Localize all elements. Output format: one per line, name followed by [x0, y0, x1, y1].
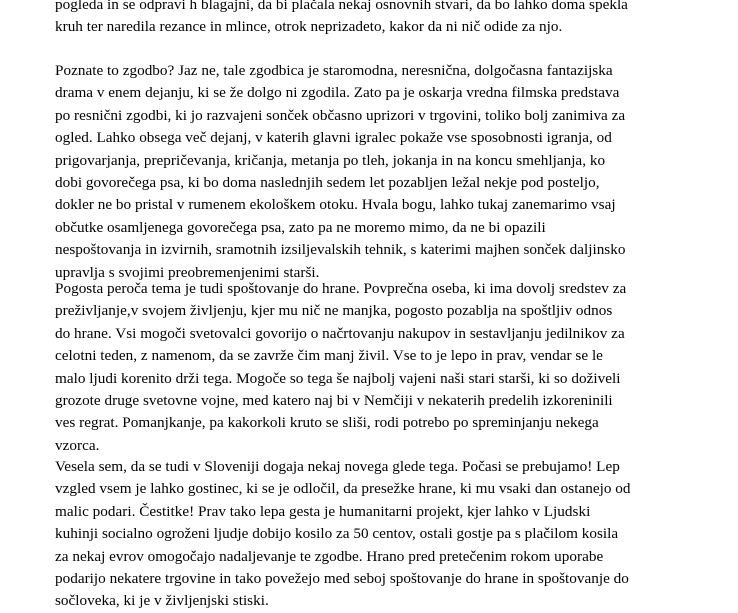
- text-line: prigovarjanja, prepričevanja, kričanja, metanja po tleh, jokanja in na koncu smehljanja, ko: [55, 151, 606, 169]
- text-line: nespoštovanja in izvirnih, sramotnih izsiljevalskih tehnik, s katerimi majhen sonček daljinsko: [55, 241, 626, 259]
- text-line: kruh ter naredila rezance in mlince, otrok neprizadeto, kakor da ni nič odide za njo.: [55, 18, 563, 36]
- paragraph-2: [55, 60, 725, 284]
- text-line: pogleda in se odpravi h blagajni, da bi plačala nekaj osnovnih stvari, da bo lahko doma spekla: [55, 0, 628, 13]
- paragraph-3: [55, 278, 725, 457]
- text-line: grozote druge svetovne vojne, med katero naj bi v Nemčiji v nekaterih predelih izkoreninili: [55, 391, 613, 409]
- text-line: za nekaj evrov omogočajo nadaljevanje te zgodbe. Hrano pred pretečenim rokom uporabe: [55, 547, 604, 565]
- text-line: Poznate to zgodbo? Jaz ne, tale zgodbica je staromodna, neresnična, dolgočasna fantazijska: [55, 62, 613, 79]
- text-line: malic podari. Čestitke! Prav tako lepa gesta je humanitarni projekt, kjer lahko v Ljudski: [55, 502, 591, 520]
- text-line: sočloveka, ki je v življenjski stiski.: [55, 592, 269, 610]
- text-line: malo ljudi korenito drži tega. Mogoče so tega še najbolj vajeni naši stari starši, ki so doživeli: [55, 369, 621, 387]
- text-line: Vesela sem, da se tudi v Sloveniji dogaja nekaj novega glede tega. Počasi se prebujamo! Lep: [55, 458, 620, 475]
- text-line: drama v enem dejanju, ki se že dolgo ni zgodila. Zato pa je oskarja vredna filmska predstava: [55, 84, 620, 102]
- text-line: podarijo nekatere trgovine in tako povežejo med seboj spoštovanje do hrane in spoštovanje do: [55, 569, 629, 587]
- text-line: po resnični zgodbi, ki jo razvajeni sonček občasno uprizori v trgovini, toliko bolj zanimiva za: [55, 106, 626, 124]
- text-line: do hrane. Vsi mogoči svetovalci govorijo o načrtovanju nakupov in sestavljanju jedilnikov za: [55, 324, 625, 342]
- text-line: kuhinji socialno ogroženi ljudje dobijo kosilo za 50 centov, ostali gostje pa s plačilom kosila: [55, 525, 619, 543]
- text-line: dokler ne bo pristal v rumenem ekološkem otoku. Hvala bogu, lahko tukaj zanemarimo vsaj: [55, 196, 616, 214]
- text-line: Pogosta peroča tema je tudi spoštovanje do hrane. Povprečna oseba, ki ima dovolj sredstev za: [55, 280, 627, 297]
- paragraph-1: [55, 0, 725, 39]
- text-line: celotni teden, z namenom, da se zavrže čim manj živil. Vse to je lepo in prav, vendar se le: [55, 347, 603, 365]
- paragraph-4: [55, 456, 725, 613]
- text-line: dobi govorečega psa, ki bo doma naslednjih sedem let pozabljen ležal nekje pod posteljo,: [55, 173, 600, 191]
- text-line: ves regrat. Pomanjkanje, pa kakorkoli kruto se sliši, rodi potrebo po spreminjanju nekega: [55, 414, 599, 432]
- text-line: preživljanje,v svojem življenju, kjer mu nič ne manjka, pogosto pozablja na spoštljiv odnos: [55, 302, 613, 320]
- text-line: vzgled vsem je lahko gostinec, ki se je odločil, da presežke hrane, ki mu vsaki dan ostanejo od: [55, 480, 631, 498]
- text-line: upravlja s svojimi preobremenjenimi starši.: [55, 263, 320, 281]
- text-line: občutke osamljenega govorečega psa, zato pa ne moremo mimo, da ne bi opazili: [55, 218, 546, 236]
- text-line: ogled. Lahko obsega več dejanj, v katerih glavni igralec pokaže vse sposobnosti igranja, od: [55, 129, 612, 147]
- text-line: vzorca.: [55, 436, 100, 454]
